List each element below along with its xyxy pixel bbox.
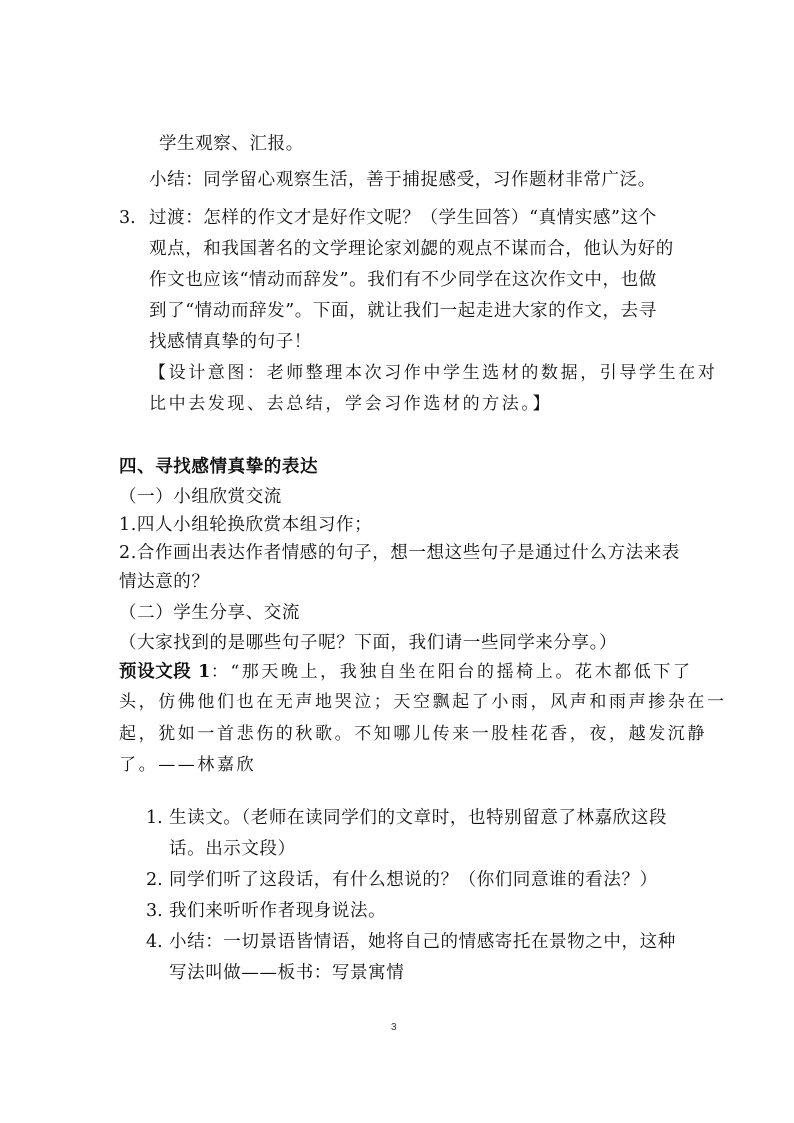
- preset-passage-line: [119, 660, 693, 684]
- step-line: 1.四人小组轮换欣赏本组习作；: [119, 515, 373, 535]
- preset-passage-line: 头，仿佛他们也在无声地哭泣；天空飘起了小雨，风声和雨声掺杂在一: [119, 692, 727, 712]
- list-item: 同学们听了这段话，有什么想说的？（你们同意谁的看法？）: [169, 870, 658, 890]
- page-number: 3: [391, 1022, 397, 1033]
- list-number: 3.: [119, 208, 136, 228]
- subheading: （二）学生分享、交流: [119, 603, 300, 623]
- paragraph-line: 过渡：怎样的作文才是好作文呢？（学生回答）“真情实感”这个: [149, 208, 657, 228]
- list-number: 2.: [146, 870, 163, 890]
- intro-line: （大家找到的是哪些句子呢？下面，我们请一些同学来分享。）: [119, 633, 618, 653]
- section-heading: 四、寻找感情真挚的表达: [119, 457, 319, 477]
- list-number: 3.: [146, 901, 163, 921]
- list-item: 写法叫做——板书：写景寓情: [169, 963, 405, 983]
- preset-label: 预设文段 1: [119, 662, 211, 682]
- paragraph-line: 到了“情动而辞发”。下面，就让我们一起走进大家的作文，去寻: [149, 301, 657, 321]
- subheading: （一）小组欣赏交流: [119, 487, 282, 507]
- step-line: 2.合作画出表达作者情感的句子，想一想这些句子是通过什么方法来表: [119, 543, 680, 563]
- list-number: 1.: [146, 808, 163, 828]
- paragraph-line: 找感情真挚的句子！: [149, 332, 312, 352]
- preset-text: ：“那天晚上，我独自坐在阳台的摇椅上。花木都低下了: [210, 662, 693, 682]
- paragraph-line: 观点，和我国著名的文学理论家刘勰的观点不谋而合，他认为好的: [149, 239, 674, 259]
- design-intent-line: 比中去发现、去总结，学会习作选材的方法。】: [149, 394, 553, 414]
- list-item: 小结：一切景语皆情语，她将自己的情感寄托在景物之中，这种: [169, 932, 676, 952]
- list-item: 话。出示文段）: [169, 839, 296, 859]
- design-intent-line: 【设计意图：老师整理本次习作中学生选材的数据，引导学生在对: [149, 363, 718, 383]
- preset-passage-line: 起，犹如一首悲伤的秋歌。不知哪儿传来一股桂花香，夜，越发沉静: [119, 724, 707, 744]
- step-line: 情达意的？: [119, 572, 210, 592]
- paragraph-line: 作文也应该“情动而辞发”。我们有不少同学在这次作文中，也做: [149, 270, 657, 290]
- list-item: 生读文。（老师在读同学们的文章时，也特别留意了林嘉欣这段: [169, 808, 668, 828]
- preset-passage-line: 了。——林嘉欣: [119, 755, 257, 775]
- text-line: 学生观察、汇报。: [159, 134, 304, 154]
- summary-line: 小结：同学留心观察生活，善于捕捉感受，习作题材非常广泛。: [149, 170, 656, 190]
- list-number: 4.: [146, 932, 163, 952]
- list-item: 我们来听听作者现身说法。: [169, 901, 387, 921]
